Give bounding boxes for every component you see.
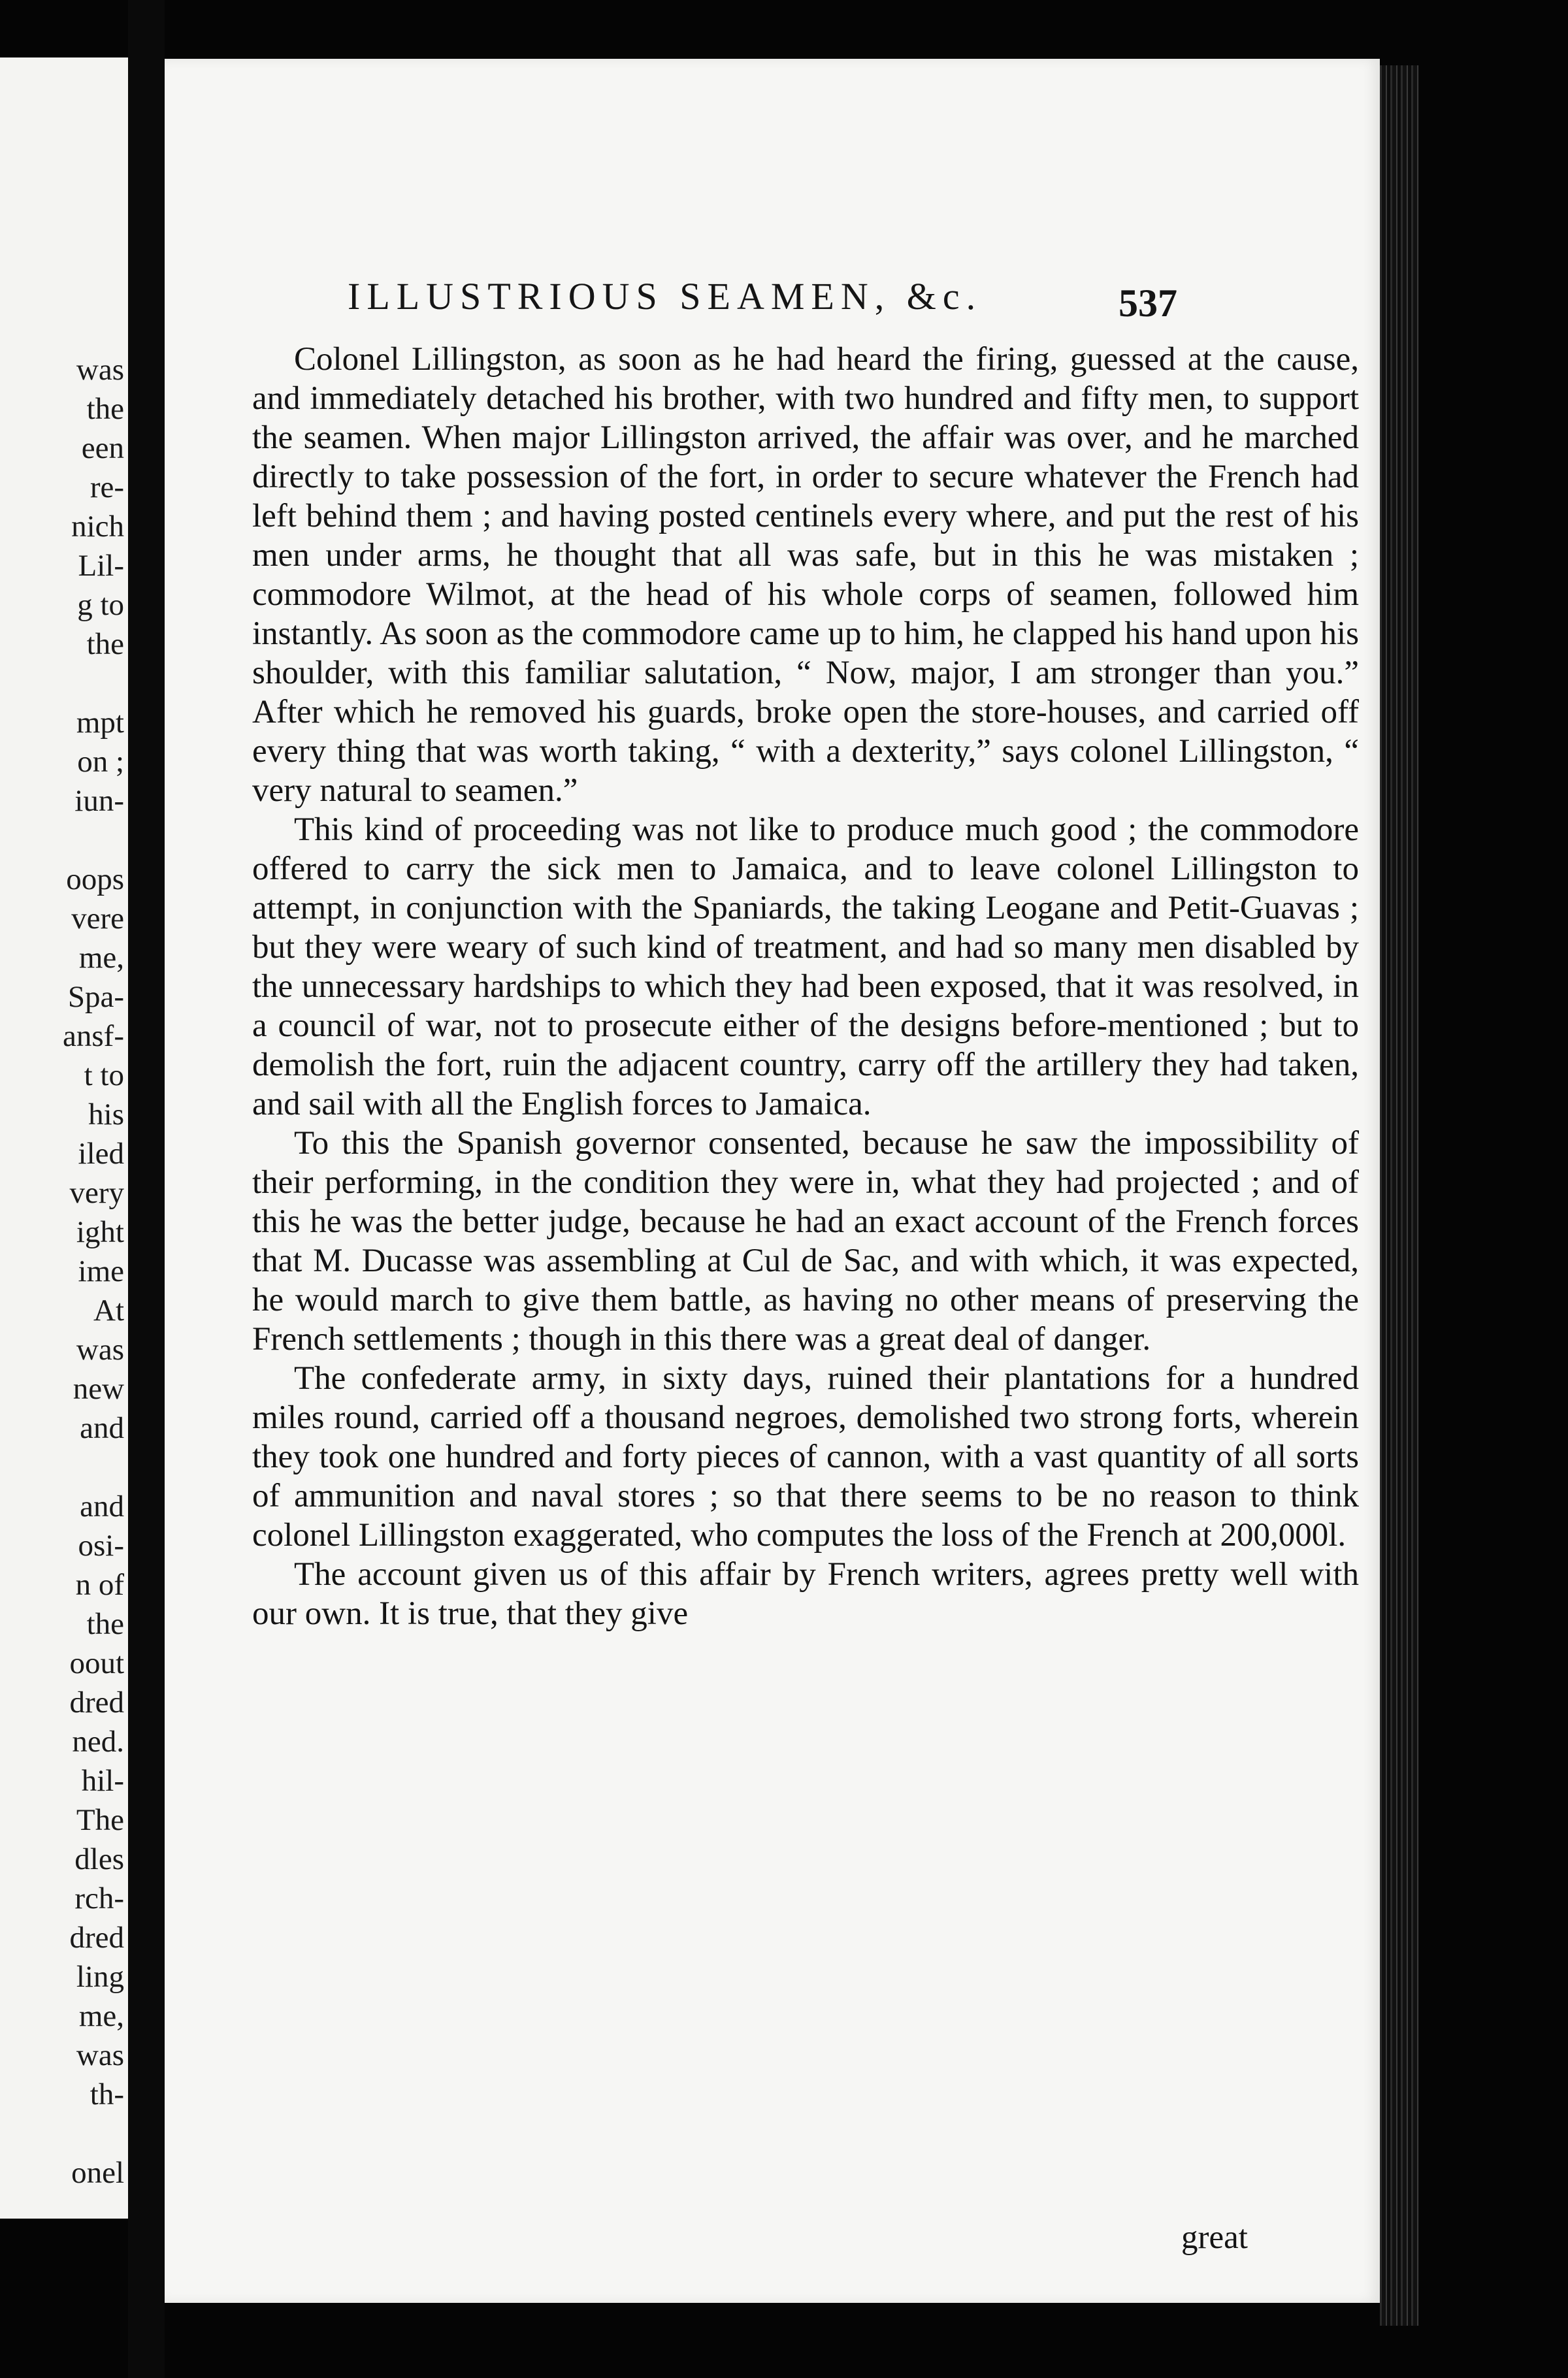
- facing-page-fragment: osi-: [78, 1529, 124, 1563]
- facing-page-fragment: on ;: [77, 745, 124, 779]
- facing-page-fragment: Lil-: [78, 549, 124, 583]
- page-number: 537: [1119, 282, 1177, 325]
- facing-page-left: [0, 57, 128, 2219]
- facing-page-fragment: new: [73, 1372, 124, 1406]
- catchword: great: [1181, 2219, 1248, 2256]
- paragraph: This kind of proceeding was not like to produce much good ; the commodore offered to carry the sick men to Jamaica, and to leave colonel Lillingston to attempt, in conjunction with the Spaniards, the taking Leogane and Petit-Guavas ; but they were weary of such kind of treatment, and had so many men disabled by the unnecessary hardships to which they had been exposed, that it was resolved, in a council of war, not to prosecute either of the designs before-mentioned ; but to demolish the fort, ruin the adjacent country, carry off the artillery they had taken, and sail with all the English forces to Jamaica.: [252, 811, 1359, 1122]
- facing-page-fragment: ime: [78, 1254, 124, 1288]
- facing-page-fragment: was: [76, 1333, 124, 1367]
- facing-page-fragment: rch-: [74, 1881, 124, 1915]
- facing-page-fragment: the: [86, 627, 124, 661]
- facing-page-fragment: very: [69, 1176, 124, 1210]
- facing-page-fragment: and: [80, 1490, 124, 1523]
- facing-page-fragment: ight: [76, 1215, 124, 1249]
- facing-page-fragment: was: [76, 2038, 124, 2072]
- running-title: ILLUSTRIOUS SEAMEN, &c.: [348, 275, 983, 318]
- facing-page-fragment: g to: [77, 588, 124, 622]
- facing-page-fragment: oout: [69, 1646, 124, 1680]
- facing-page-fragment: een: [81, 431, 124, 465]
- facing-page-fragment: th-: [90, 2077, 124, 2111]
- body-text: [252, 340, 1359, 1633]
- facing-page-fragment: and: [80, 1411, 124, 1445]
- facing-page-fragment: At: [93, 1294, 124, 1327]
- book-gutter: [128, 0, 165, 2378]
- page-header: [165, 274, 1380, 327]
- facing-page-fragment: mpt: [76, 706, 124, 740]
- facing-page-fragment: his: [88, 1098, 124, 1132]
- facing-page-fragment: iled: [78, 1137, 124, 1171]
- facing-page-fragment: me,: [78, 1999, 124, 2033]
- facing-page-text-fragments: [63, 350, 124, 2192]
- facing-page-fragment: [63, 821, 124, 860]
- paragraph: The account given us of this affair by French writers, agrees pretty well with our own. It is true, that they give: [252, 1556, 1359, 1632]
- facing-page-fragment: oops: [66, 862, 124, 896]
- facing-page-fragment: was: [76, 353, 124, 387]
- facing-page-fragment: ling: [76, 1960, 124, 1994]
- paragraph: The confederate army, in sixty days, ruined their plantations for a hundred miles round, carried off a thousand negroes, demolished two strong forts, wherein they took one hundred and forty pieces of cannon, with a vast quantity of all sorts of ammunition and naval stores ; so that there seems to be no reason to think colonel Lillingston exaggerated, who computes the loss of the French at 200,000l.: [252, 1360, 1359, 1554]
- facing-page-fragment: [63, 1448, 124, 1487]
- book-page: [165, 59, 1380, 2303]
- facing-page-fragment: dred: [69, 1921, 124, 1955]
- page-stack-edge: [1380, 65, 1419, 2326]
- facing-page-fragment: nich: [71, 510, 124, 544]
- facing-page-fragment: [63, 2114, 124, 2153]
- facing-page-fragment: Spa-: [67, 980, 124, 1014]
- facing-page-fragment: dles: [74, 1842, 124, 1876]
- facing-page-fragment: hil-: [81, 1764, 124, 1798]
- facing-page-fragment: n of: [75, 1568, 124, 1602]
- facing-page-fragment: ned.: [72, 1725, 124, 1759]
- facing-page-fragment: vere: [71, 902, 124, 936]
- facing-page-fragment: me,: [78, 941, 124, 975]
- facing-page-fragment: the: [86, 1607, 124, 1641]
- facing-page-fragment: ansf-: [63, 1019, 124, 1053]
- facing-page-fragment: iun-: [74, 784, 124, 818]
- facing-page-fragment: onel: [71, 2156, 124, 2190]
- facing-page-fragment: [63, 664, 124, 703]
- paragraph: To this the Spanish governor consented, because he saw the impossibility of their performing, in the condition they were in, what they had projected ; and of this he was the better judge, because he had an exact account of the French forces that M. Ducasse was assembling at Cul de Sac, and with which, it was expected, he would march to give them battle, as having no other means of preserving the French settlements ; though in this there was a great deal of danger.: [252, 1125, 1359, 1358]
- facing-page-fragment: t to: [84, 1058, 124, 1092]
- paragraph: Colonel Lillingston, as soon as he had heard the firing, guessed at the cause, and immediately detached his brother, with two hundred and fifty men, to support the seamen. When major Lillingston arrived, the affair was over, and he marched directly to take possession of the fort, in order to secure whatever the French had left behind them ; and having posted centinels every where, and put the rest of his men under arms, he thought that all was safe, but in this he was mistaken ; commodore Wilmot, at the head of his whole corps of seamen, followed him instantly. As soon as the commodore came up to him, he clapped his hand upon his shoulder, with this familiar salutation, “ Now, major, I am stronger than you.” After which he removed his guards, broke open the store-houses, and carried off every thing that was worth taking, “ with a dexterity,” says colonel Lillingston, “ very natural to seamen.”: [252, 341, 1359, 809]
- facing-page-fragment: dred: [69, 1686, 124, 1719]
- facing-page-fragment: The: [76, 1803, 124, 1837]
- facing-page-fragment: the: [86, 392, 124, 426]
- facing-page-fragment: re-: [90, 470, 124, 504]
